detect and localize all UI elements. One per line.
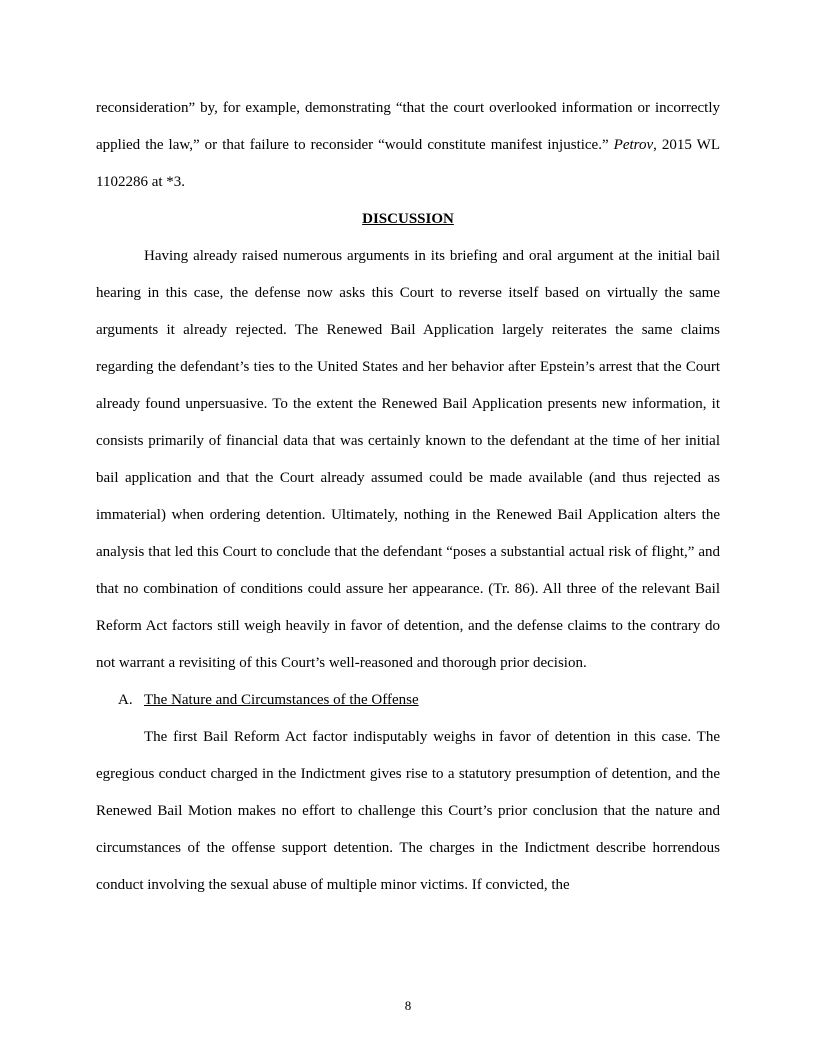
continued-text-1: reconsideration” by, for example, demonstrating “that the court overlooked information or incorrectly applied the law,” or that failure to reconsider “would constitute manifest injustice.” (96, 100, 720, 153)
page-number: 8 (404, 998, 412, 1013)
continued-paragraph (96, 90, 720, 201)
section-a-letter: A. (118, 692, 133, 708)
document-body (96, 90, 720, 904)
case-citation-name: Petrov (613, 137, 654, 153)
section-a-paragraph: The first Bail Reform Act factor indisputably weighs in favor of detention in this case. The egregious conduct charged in the Indictment gives rise to a statutory presumption of detention, and the Renewed Bail Motion makes no effort to challenge this Court’s prior conclusion that the nature and circumstances of the offense support detention. The charges in the Indictment describe horrendous conduct involving the sexual abuse of multiple minor victims. If convicted, the (96, 729, 720, 893)
discussion-heading: DISCUSSION (362, 211, 454, 227)
section-a-heading (96, 682, 720, 719)
section-a-title: The Nature and Circumstances of the Offense (144, 692, 419, 708)
continued-text-2: , 2015 WL 1102286 at *3. (96, 137, 720, 190)
discussion-paragraph: Having already raised numerous arguments in its briefing and oral argument at the initial bail hearing in this case, the defense now asks this Court to reverse itself based on virtually the same arguments it already rejected. The Renewed Bail Application largely reiterates the same claims regarding the defendant’s ties to the United States and her behavior after Epstein’s arrest that the Court already found unpersuasive. To the extent the Renewed Bail Application presents new information, it consists primarily of financial data that was certainly known to the defendant at the time of her initial bail application and that the Court already assumed could be made available (and thus rejected as immaterial) when ordering detention. Ultimately, nothing in the Renewed Bail Application alters the analysis that led this Court to conclude that the defendant “poses a substantial actual risk of flight,” and that no combination of conditions could assure her appearance. (Tr. 86). All three of the relevant Bail Reform Act factors still weigh heavily in favor of detention, and the defense claims to the contrary do not warrant a revisiting of this Court’s well-reasoned and thorough prior decision. (96, 248, 720, 671)
